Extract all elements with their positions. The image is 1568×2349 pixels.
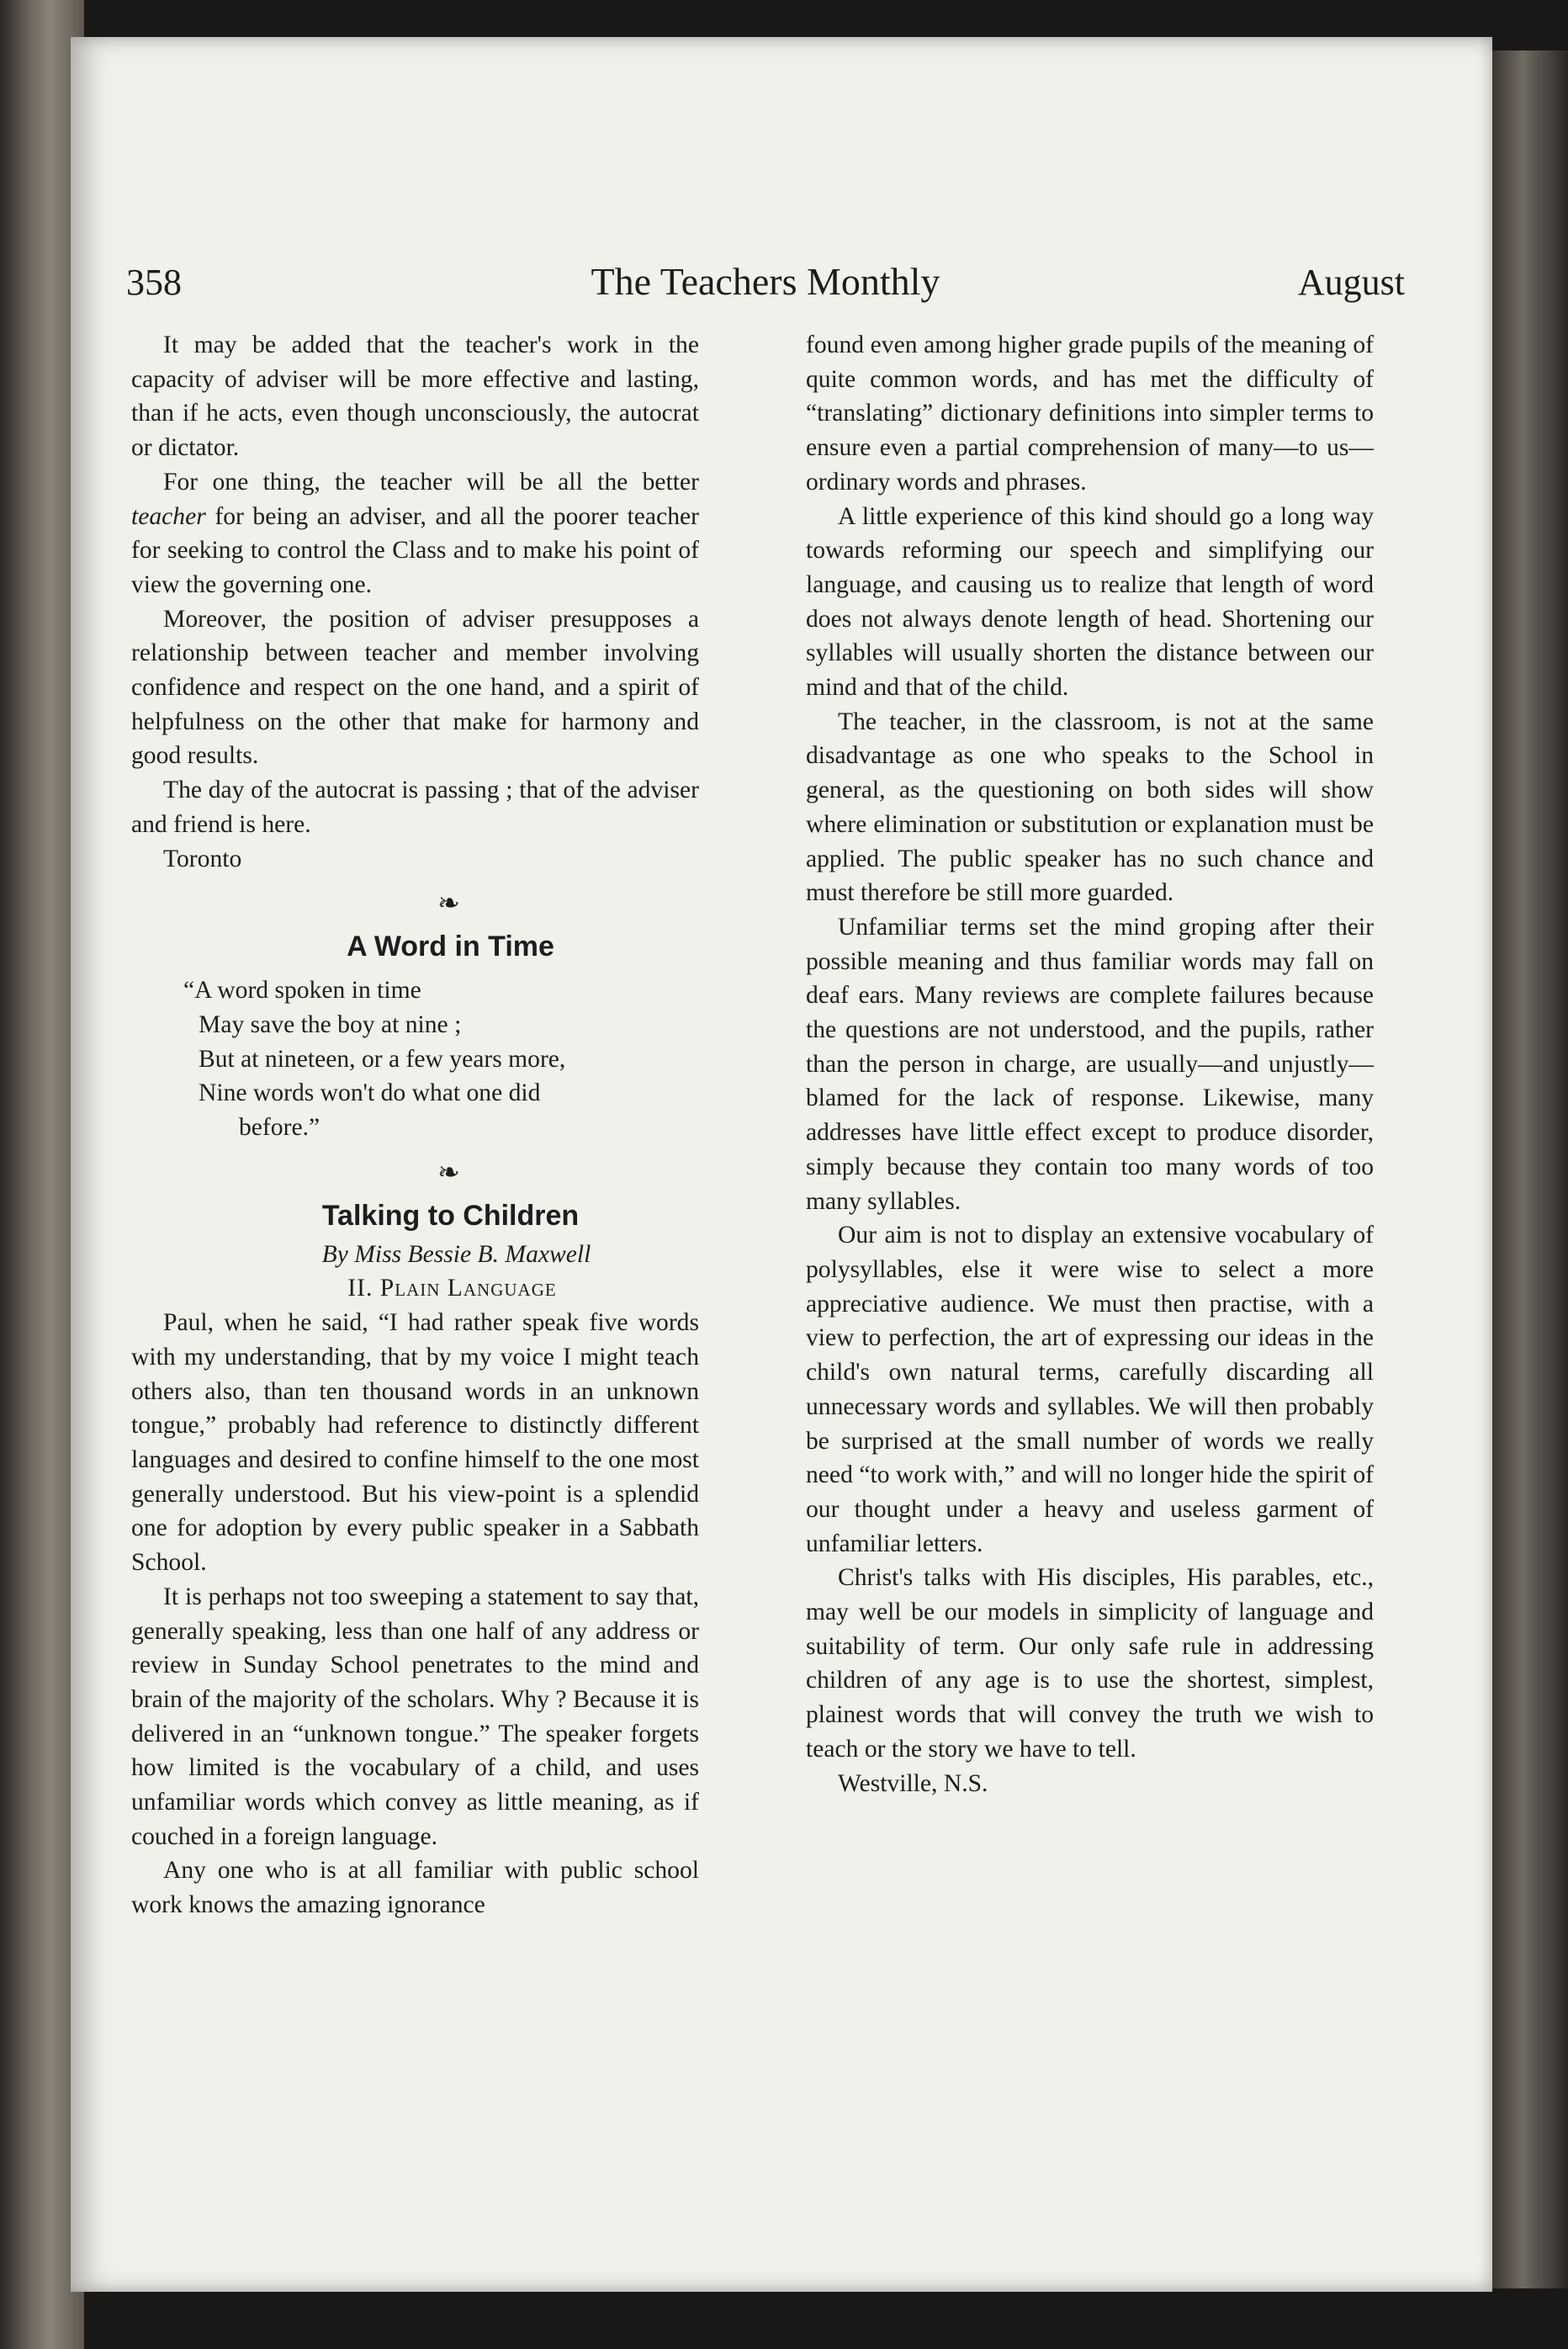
ornament-leaf-icon: ❧: [437, 888, 460, 919]
paragraph: The day of the autocrat is passing ; that of the adviser and friend is here.: [131, 777, 699, 838]
paragraph: It is perhaps not too sweeping a statement to say that, generally speaking, less than one half of any address or review in Sunday School penetrates to the mind and brain of the majority of the scholars. Why ? Because it is delivered in an “unknown tongue.” The speaker forgets how limited is the vocabulary of a child, and uses unfamiliar words which convey as little meaning, as if couched in a foreign language.: [131, 1583, 699, 1850]
paragraph: Our aim is not to display an extensive vocabulary of polysyllables, else it were wise to select a more appreciative audience. We must then practise, with a view to perfection, the art of expressing our ideas in the child's own natural terms, carefully discarding all unnecessary words and syllables. We will then probably be surprised at the small number of words we really need “to work with,” and will no longer hide the spirit of our thought under a heavy and useless garment of unfamiliar letters.: [806, 1222, 1374, 1557]
paragraph: Christ's talks with His disciples, His parables, etc., may well be our models in simplicity of language and suitability of term. Our only safe rule in addressing children of any age is to use the shortest, simplest, plainest words that will convey the truth we wish to teach or the story we have to tell.: [806, 1564, 1374, 1763]
page-edge: [1492, 50, 1568, 2288]
ornament-leaf-icon: ❧: [437, 1156, 460, 1187]
section-heading: II. Plain Language: [347, 1275, 557, 1302]
issue-month: August: [1297, 262, 1405, 303]
paragraph: The teacher, in the classroom, is not at the same disadvantage as one who speaks to the School in general, as the questioning on both sides will show where elimination or substitution or explanation must be applied. The public speaker has no such chance and must therefore be still more guarded.: [806, 708, 1374, 907]
poem: [131, 973, 699, 1145]
right-column: [806, 328, 1374, 2179]
dateline-place: Westville, N.S.: [838, 1769, 988, 1797]
emphasis: teacher: [131, 502, 206, 530]
poem-line: May save the boy at nine ;: [199, 1010, 462, 1038]
left-column: [131, 328, 699, 2179]
article-byline: By Miss Bessie B. Maxwell: [321, 1240, 591, 1268]
paragraph: A little experience of this kind should go a long way towards reforming our speech and simplifying our language, and causing us to realize that length of word does not always denote length of head. Shortening our syllables will usually shorten the distance between our mind and that of the child.: [806, 502, 1374, 702]
paragraph: Any one who is at all familiar with public school work knows the amazing ignorance: [131, 1857, 699, 1919]
poem-line: But at nineteen, or a few years more,: [199, 1045, 566, 1073]
paragraph: Unfamiliar terms set the mind groping after their possible meaning and thus familiar words may fall on deaf ears. Many reviews are complete failures because the questions are not understood, and the pupils, rather than the person in charge, are usually—and unjustly—blamed for the lack of response. Likewise, many addresses have little effect except to produce disorder, simply because they contain too many words of too many syllables.: [806, 913, 1374, 1215]
paragraph: Paul, when he said, “I had rather speak five words with my understanding, that by my voice I might teach others also, than ten thousand words in an unknown tongue,” probably had reference to distinctly different languages and desired to confine himself to the one most generally understood. But his view-point is a splendid one for adoption by every public speaker in a Sabbath School.: [131, 1309, 699, 1577]
article-title: Talking to Children: [321, 1199, 580, 1232]
poem-title: A Word in Time: [347, 931, 554, 963]
paragraph: Moreover, the position of adviser presupposes a relationship between teacher and member involving confidence and respect on the one hand, and a spirit of helpfulness on the other that make for harmony and good results.: [131, 605, 699, 770]
paragraph: For one thing, the teacher will be all the better teacher for being an adviser, and all the poorer teacher for seeking to control the Class and to make his point of view the governing one.: [131, 468, 699, 598]
poem-line: before.”: [239, 1114, 320, 1142]
page-number: 358: [126, 262, 182, 303]
poem-line: Nine words won't do what one did: [199, 1079, 541, 1107]
paragraph: found even among higher grade pupils of the meaning of quite common words, and has met the difficulty of “translating” dictionary definitions into simpler terms to ensure even a partial comprehension of many—to us—ordinary words and phrases.: [806, 331, 1374, 496]
poem-line: “A word spoken in time: [183, 977, 421, 1005]
running-title: The Teachers Monthly: [591, 260, 940, 303]
page-header: [126, 252, 1405, 320]
dateline-place: Toronto: [163, 845, 242, 872]
paragraph: It may be added that the teacher's work in the capacity of adviser will be more effective and lasting, than if he acts, even though unconsciously, the autocrat or dictator.: [131, 331, 699, 462]
